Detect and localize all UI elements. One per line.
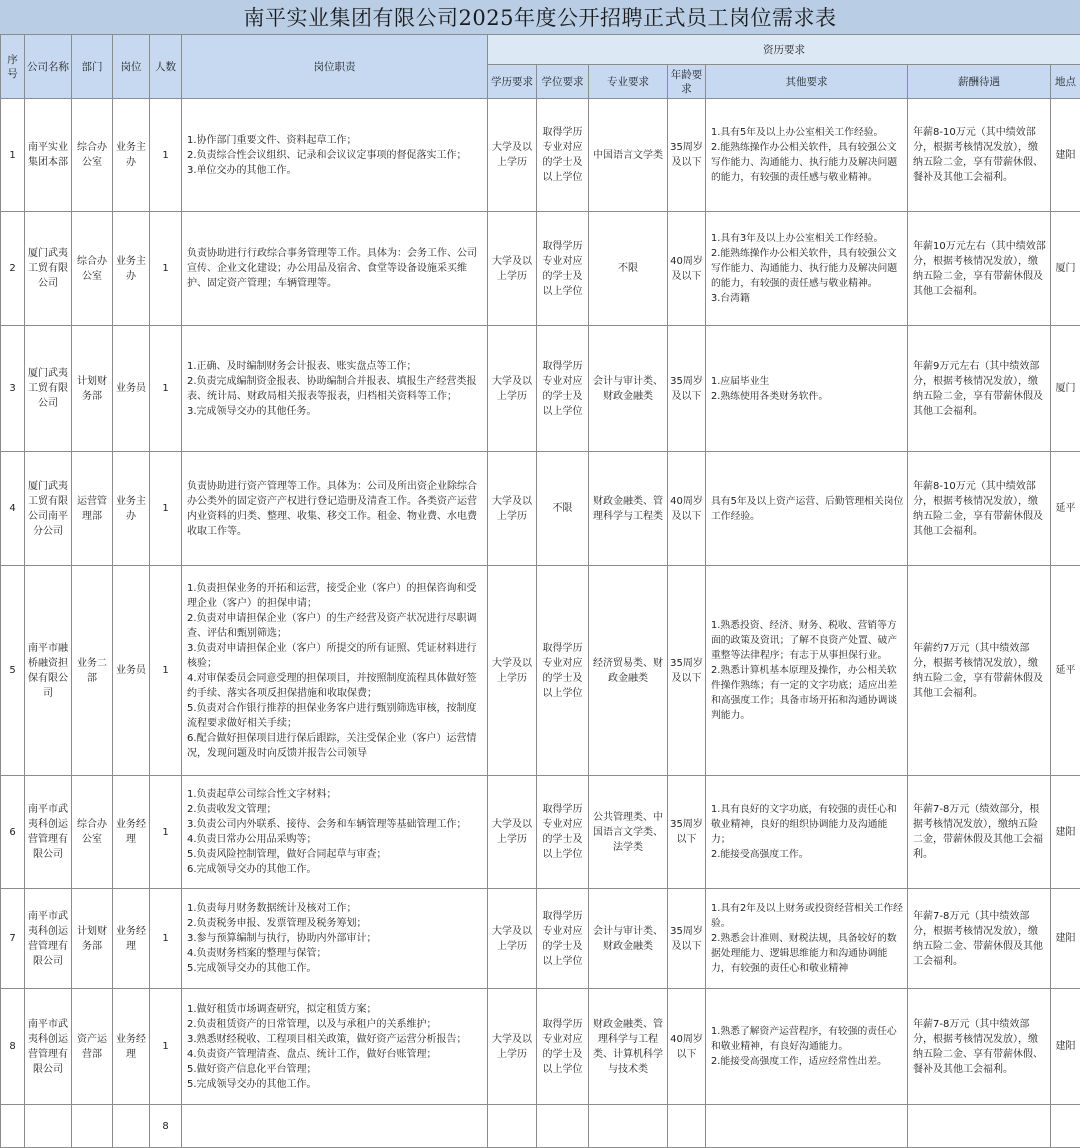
total-age-cell bbox=[668, 1105, 706, 1148]
duty-line: 负责协助进行行政综合事务管理等工作。具体为：会务工作、公司宣传、企业文化建设；办公用品及宿舍、食堂等设备设施采买维护、固定资产管理；车辆管理等。 bbox=[187, 246, 484, 291]
seq-cell: 4 bbox=[1, 452, 25, 566]
age-cell: 35周岁及以下 bbox=[668, 326, 706, 452]
duty-line: 4.对审保委员会同意受理的担保项目，并按照制度流程具体做好签约手续、落实各项反担保措施和收取保费； bbox=[187, 671, 484, 701]
position-cell: 业务经理 bbox=[113, 889, 150, 989]
major-cell: 财政金融类、管理科学与工程类、计算机科学与技术类 bbox=[589, 989, 668, 1105]
dept-cell: 计划财务部 bbox=[72, 889, 113, 989]
salary-cell: 年薪10万元左右（其中绩效部分，根据考核情况发放），缴纳五险二金，享有带薪休假及其他工会福利。 bbox=[908, 212, 1051, 326]
major-cell: 不限 bbox=[589, 212, 668, 326]
header-duties: 岗位职责 bbox=[182, 35, 488, 99]
age-cell: 35周岁以下 bbox=[668, 776, 706, 889]
degree-cell: 取得学历专业对应的学士及以上学位 bbox=[537, 326, 589, 452]
duty-line: 2.负责综合性会议组织、记录和会议议定事项的督促落实工作； bbox=[187, 148, 484, 163]
total-location-cell bbox=[1051, 1105, 1080, 1148]
duty-line: 4.负责日常办公用品采购等； bbox=[187, 832, 484, 847]
location-cell: 建阳 bbox=[1051, 889, 1080, 989]
seq-cell: 5 bbox=[1, 566, 25, 776]
duty-line: 3.负责公司内外联系、接待、会务和车辆管理等基础管理工作； bbox=[187, 817, 484, 832]
company-cell: 南平实业集团本部 bbox=[25, 99, 72, 212]
degree-cell: 取得学历专业对应的学士及以上学位 bbox=[537, 566, 589, 776]
education-cell: 大学及以上学历 bbox=[488, 889, 537, 989]
salary-cell: 年薪约7万元（其中绩效部分，根据考核情况发放），缴纳五险二金，享有带薪休假及其他工会福利。 bbox=[908, 566, 1051, 776]
education-cell: 大学及以上学历 bbox=[488, 326, 537, 452]
requirement-line: 1.熟悉了解资产运营程序，有较强的责任心和敬业精神，有良好沟通能力。 bbox=[711, 1024, 904, 1054]
dept-cell: 资产运营部 bbox=[72, 989, 113, 1105]
requirement-line: 1.具有3年及以上办公室相关工作经验。 bbox=[711, 231, 904, 246]
age-cell: 35周岁及以下 bbox=[668, 99, 706, 212]
age-cell: 40周岁以下 bbox=[668, 989, 706, 1105]
duty-line: 1.负责每月财务数据统计及核对工作； bbox=[187, 901, 484, 916]
company-cell: 南平市融桥融资担保有限公司 bbox=[25, 566, 72, 776]
degree-cell: 取得学历专业对应的学士及以上学位 bbox=[537, 212, 589, 326]
duty-line: 1.负责担保业务的开拓和运营，接受企业（客户）的担保咨询和受理企业（客户）的担保申请； bbox=[187, 581, 484, 611]
requirement-line: 2.熟悉会计准则、财税法规，具备较好的数据处理能力、逻辑思维能力和沟通协调能力，有较强的责任心和敬业精神 bbox=[711, 931, 904, 976]
degree-cell: 取得学历专业对应的学士及以上学位 bbox=[537, 776, 589, 889]
degree-cell: 取得学历专业对应的学士及以上学位 bbox=[537, 99, 589, 212]
education-cell: 大学及以上学历 bbox=[488, 99, 537, 212]
other-requirements-cell bbox=[706, 776, 908, 889]
company-cell: 南平市武夷科创运营管理有限公司 bbox=[25, 776, 72, 889]
count-cell: 1 bbox=[150, 776, 182, 889]
count-cell: 1 bbox=[150, 566, 182, 776]
table-row bbox=[1, 326, 1080, 452]
position-cell: 业务员 bbox=[113, 326, 150, 452]
other-requirements-cell bbox=[706, 212, 908, 326]
company-cell: 南平市武夷科创运营管理有限公司 bbox=[25, 989, 72, 1105]
duty-line: 2.负责租赁资产的日常管理，以及与承租户的关系维护； bbox=[187, 1017, 484, 1032]
duty-line: 1.做好租赁市场调查研究，拟定租赁方案； bbox=[187, 1002, 484, 1017]
total-education-cell bbox=[488, 1105, 537, 1148]
duty-line: 2.负责收发文管理； bbox=[187, 802, 484, 817]
requirement-line: 1.具有2年及以上财务或投资经营相关工作经验。 bbox=[711, 901, 904, 931]
duty-line: 5.负责对合作银行推荐的担保业务客户进行甄别筛选审核，按制度流程要求做好相关手续； bbox=[187, 701, 484, 731]
seq-cell: 7 bbox=[1, 889, 25, 989]
count-cell: 1 bbox=[150, 889, 182, 989]
duties-cell bbox=[182, 99, 488, 212]
requirement-line: 2.能接受高强度工作，适应经常性出差。 bbox=[711, 1054, 904, 1069]
duties-cell bbox=[182, 889, 488, 989]
age-cell: 35周岁及以下 bbox=[668, 889, 706, 989]
degree-cell: 取得学历专业对应的学士及以上学位 bbox=[537, 989, 589, 1105]
position-cell: 业务经理 bbox=[113, 776, 150, 889]
major-cell: 会计与审计类、财政金融类 bbox=[589, 889, 668, 989]
other-requirements-cell bbox=[706, 566, 908, 776]
company-cell: 厦门武夷工贸有限公司南平分公司 bbox=[25, 452, 72, 566]
header-salary: 薪酬待遇 bbox=[908, 65, 1051, 99]
requirement-line: 1.具有5年及以上办公室相关工作经验。 bbox=[711, 125, 904, 140]
position-cell: 业务员 bbox=[113, 566, 150, 776]
duty-line: 5.做好资产信息化平台管理； bbox=[187, 1062, 484, 1077]
header-dept: 部门 bbox=[72, 35, 113, 99]
other-requirements-cell bbox=[706, 452, 908, 566]
duty-line: 3.参与预算编制与执行，协助内外部审计； bbox=[187, 931, 484, 946]
table-row bbox=[1, 889, 1080, 989]
other-requirements-cell bbox=[706, 889, 908, 989]
table-row bbox=[1, 99, 1080, 212]
total-count: 8 bbox=[150, 1105, 182, 1148]
salary-cell: 年薪8-10万元（其中绩效部分，根据考核情况发放），缴纳五险二金，享有带薪休假、餐补及其他工会福利。 bbox=[908, 99, 1051, 212]
dept-cell: 综合办公室 bbox=[72, 776, 113, 889]
company-cell: 南平市武夷科创运营管理有限公司 bbox=[25, 889, 72, 989]
duties-cell bbox=[182, 989, 488, 1105]
degree-cell: 取得学历专业对应的学士及以上学位 bbox=[537, 889, 589, 989]
count-cell: 1 bbox=[150, 452, 182, 566]
salary-cell: 年薪9万元左右（其中绩效部分，根据考核情况发放），缴纳五险二金，享有带薪休假及其他工会福利。 bbox=[908, 326, 1051, 452]
requirement-line: 1.应届毕业生 bbox=[711, 374, 904, 389]
location-cell: 延平 bbox=[1051, 566, 1080, 776]
age-cell: 35周岁及以下 bbox=[668, 566, 706, 776]
dept-cell: 运营管理部 bbox=[72, 452, 113, 566]
duty-line: 3.熟悉财经税收、工程项目相关政策，做好资产运营分析报告； bbox=[187, 1032, 484, 1047]
salary-cell: 年薪7-8万元（绩效部分，根据考核情况发放），缴纳五险二金，带薪休假及其他工会福利。 bbox=[908, 776, 1051, 889]
count-cell: 1 bbox=[150, 989, 182, 1105]
header-education: 学历要求 bbox=[488, 65, 537, 99]
major-cell: 财政金融类、管理科学与工程类 bbox=[589, 452, 668, 566]
requirement-line: 2.能接受高强度工作。 bbox=[711, 847, 904, 862]
total-duties-cell bbox=[182, 1105, 488, 1148]
requirement-line: 1.具有良好的文字功底，有较强的责任心和敬业精神，良好的组织协调能力及沟通能力； bbox=[711, 802, 904, 847]
major-cell: 会计与审计类、财政金融类 bbox=[589, 326, 668, 452]
dept-cell: 综合办公室 bbox=[72, 212, 113, 326]
header-age: 年龄要求 bbox=[668, 65, 706, 99]
job-requirements-table bbox=[0, 34, 1080, 1148]
seq-cell: 6 bbox=[1, 776, 25, 889]
duties-cell bbox=[182, 212, 488, 326]
table-row bbox=[1, 452, 1080, 566]
page-title: 南平实业集团有限公司2025年度公开招聘正式员工岗位需求表 bbox=[0, 0, 1080, 35]
duty-line: 2.负责对申请担保企业（客户）的生产经营及资产状况进行尽职调查、评估和甄别筛选； bbox=[187, 611, 484, 641]
requirement-line: 2.能熟练操作办公相关软件，具有较强公文写作能力、沟通能力、执行能力及解决问题的能力，有较强的责任感与敬业精神。 bbox=[711, 140, 904, 185]
header-location: 地点 bbox=[1051, 65, 1080, 99]
duty-line: 3.负责对申请担保企业（客户）所提交的所有证照、凭证材料进行核验； bbox=[187, 641, 484, 671]
age-cell: 40周岁及以下 bbox=[668, 212, 706, 326]
seq-cell: 1 bbox=[1, 99, 25, 212]
education-cell: 大学及以上学历 bbox=[488, 776, 537, 889]
seq-cell: 8 bbox=[1, 989, 25, 1105]
requirement-line: 具有5年及以上资产运营、后勤管理相关岗位工作经验。 bbox=[711, 494, 904, 524]
other-requirements-cell bbox=[706, 99, 908, 212]
table-row bbox=[1, 212, 1080, 326]
duty-line: 1.负责起草公司综合性文字材料； bbox=[187, 787, 484, 802]
table-row bbox=[1, 776, 1080, 889]
education-cell: 大学及以上学历 bbox=[488, 566, 537, 776]
location-cell: 建阳 bbox=[1051, 99, 1080, 212]
duty-line: 1.正确、及时编制财务会计报表、账实盘点等工作； bbox=[187, 359, 484, 374]
major-cell: 经济贸易类、财政金融类 bbox=[589, 566, 668, 776]
dept-cell: 计划财务部 bbox=[72, 326, 113, 452]
count-cell: 1 bbox=[150, 326, 182, 452]
degree-cell: 不限 bbox=[537, 452, 589, 566]
header-company: 公司名称 bbox=[25, 35, 72, 99]
duties-cell bbox=[182, 566, 488, 776]
company-cell: 厦门武夷工贸有限公司 bbox=[25, 212, 72, 326]
duty-line: 2.负责完成编制资金报表、协助编制合并报表、填报生产经营类报表、统计局、财政局相关报表等报表，归档相关资料等工作； bbox=[187, 374, 484, 404]
duty-line: 4.负责财务档案的整理与保管； bbox=[187, 946, 484, 961]
duty-line: 5.负责风险控制管理，做好合同起草与审查； bbox=[187, 847, 484, 862]
duty-line: 6.完成领导交办的其他工作。 bbox=[187, 862, 484, 877]
requirement-line: 2.能熟练操作办公相关软件，具有较强公文写作能力、沟通能力、执行能力及解决问题的能力，有较强的责任感与敬业精神。 bbox=[711, 246, 904, 291]
total-degree-cell bbox=[537, 1105, 589, 1148]
education-cell: 大学及以上学历 bbox=[488, 212, 537, 326]
header-seq: 序号 bbox=[1, 35, 25, 99]
duties-cell bbox=[182, 776, 488, 889]
seq-cell: 2 bbox=[1, 212, 25, 326]
education-cell: 大学及以上学历 bbox=[488, 989, 537, 1105]
location-cell: 延平 bbox=[1051, 452, 1080, 566]
dept-cell: 业务二部 bbox=[72, 566, 113, 776]
total-major-cell bbox=[589, 1105, 668, 1148]
duty-line: 负责协助进行资产管理等工作。具体为：公司及所出资企业除综合办公类外的固定资产产权进行登记造册及清查工作。各类资产运营内业资料的归类、整理、收集、移交工作。租金、物业费、水电费收取工作等。 bbox=[187, 479, 484, 539]
seq-cell: 3 bbox=[1, 326, 25, 452]
header-count: 人数 bbox=[150, 35, 182, 99]
duties-cell bbox=[182, 326, 488, 452]
duty-line: 6.配合做好担保项目进行保后跟踪，关注受保企业（客户）运营情况，发现问题及时向反馈并报告公司领导 bbox=[187, 731, 484, 761]
duty-line: 5.完成领导交办的其他工作。 bbox=[187, 1077, 484, 1092]
table-row bbox=[1, 989, 1080, 1105]
duty-line: 5.完成领导交办的其他工作。 bbox=[187, 961, 484, 976]
total-other-cell bbox=[706, 1105, 908, 1148]
total-salary-cell bbox=[908, 1105, 1051, 1148]
header-position: 岗位 bbox=[113, 35, 150, 99]
position-cell: 业务主办 bbox=[113, 452, 150, 566]
header-other: 其他要求 bbox=[706, 65, 908, 99]
major-cell: 中国语言文学类 bbox=[589, 99, 668, 212]
duty-line: 3.单位交办的其他工作。 bbox=[187, 163, 484, 178]
salary-cell: 年薪8-10万元（其中绩效部分，根据考核情况发放），缴纳五险二金，享有带薪休假及其他工会福利。 bbox=[908, 452, 1051, 566]
location-cell: 建阳 bbox=[1051, 989, 1080, 1105]
requirement-line: 3.台湾籍 bbox=[711, 291, 904, 306]
duty-line: 1.协作部门重要文件、资料起草工作； bbox=[187, 133, 484, 148]
count-cell: 1 bbox=[150, 212, 182, 326]
header-major: 专业要求 bbox=[589, 65, 668, 99]
duty-line: 3.完成领导交办的其他任务。 bbox=[187, 404, 484, 419]
duties-cell bbox=[182, 452, 488, 566]
salary-cell: 年薪7-8万元（其中绩效部分，根据考核情况发放），缴纳五险二金、享有带薪休假、餐补及其他工会福利。 bbox=[908, 989, 1051, 1105]
count-cell: 1 bbox=[150, 99, 182, 212]
header-degree: 学位要求 bbox=[537, 65, 589, 99]
other-requirements-cell bbox=[706, 326, 908, 452]
position-cell: 业务主办 bbox=[113, 99, 150, 212]
duty-line: 4.负责资产管理清查、盘点、统计工作，做好台账管理； bbox=[187, 1047, 484, 1062]
table-row bbox=[1, 566, 1080, 776]
major-cell: 公共管理类、中国语言文学类、法学类 bbox=[589, 776, 668, 889]
location-cell: 厦门 bbox=[1051, 326, 1080, 452]
duty-line: 2.负责税务申报、发票管理及税务筹划； bbox=[187, 916, 484, 931]
dept-cell: 综合办公室 bbox=[72, 99, 113, 212]
requirement-line: 2.熟练使用各类财务软件。 bbox=[711, 389, 904, 404]
total-seq-cell bbox=[1, 1105, 25, 1148]
header-requirements: 资历要求 bbox=[488, 35, 1080, 65]
location-cell: 建阳 bbox=[1051, 776, 1080, 889]
position-cell: 业务经理 bbox=[113, 989, 150, 1105]
education-cell: 大学及以上学历 bbox=[488, 452, 537, 566]
total-dept-cell bbox=[72, 1105, 113, 1148]
total-position-cell bbox=[113, 1105, 150, 1148]
other-requirements-cell bbox=[706, 989, 908, 1105]
age-cell: 40周岁及以下 bbox=[668, 452, 706, 566]
company-cell: 厦门武夷工贸有限公司 bbox=[25, 326, 72, 452]
total-company-cell bbox=[25, 1105, 72, 1148]
salary-cell: 年薪7-8万元（其中绩效部分，根据考核情况发放），缴纳五险二金、带薪休假及其他工会福利。 bbox=[908, 889, 1051, 989]
requirement-line: 2.熟悉计算机基本原理及操作，办公相关软件操作熟练；有一定的文字功底；适应出差和高强度工作；具备市场开拓和沟通协调谈判能力。 bbox=[711, 663, 904, 723]
position-cell: 业务主办 bbox=[113, 212, 150, 326]
location-cell: 厦门 bbox=[1051, 212, 1080, 326]
requirement-line: 1.熟悉投资、经济、财务、税收、营销等方面的政策及资讯；了解不良资产处置、破产重整等法律程序；有志于从事担保行业。 bbox=[711, 618, 904, 663]
